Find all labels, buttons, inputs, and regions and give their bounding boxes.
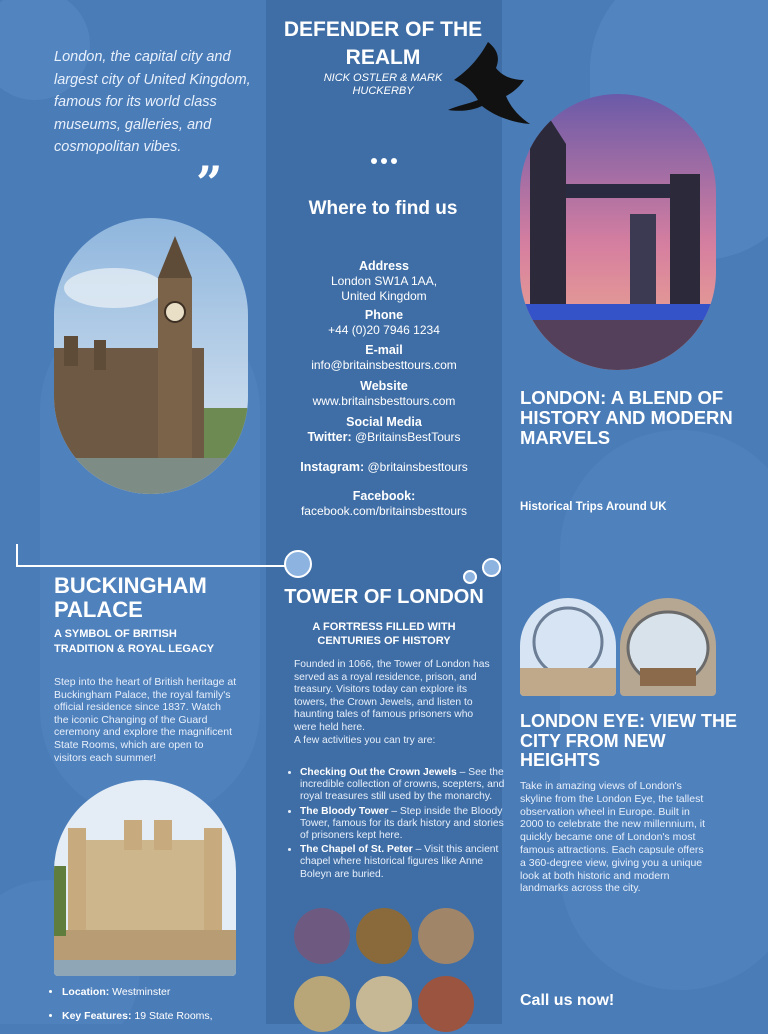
facebook-link[interactable]: facebook.com/britainsbesttours — [300, 504, 468, 518]
activity-desc: – Step inside the Bloody Tower, famous for its dark history and stories of prisoners kept here. — [300, 805, 504, 842]
buckingham-facts — [50, 986, 262, 1034]
email-link[interactable]: info@britainsbesttours.com — [311, 358, 457, 372]
decor-circle — [463, 570, 477, 584]
london-heading: LONDON: A BLEND OF HISTORY AND MODERN MARVELS — [520, 387, 733, 448]
crown-jewels-photo — [294, 908, 350, 964]
call-us-heading: Call us now! — [520, 992, 615, 1009]
twitter-handle[interactable]: @BritainsBestTours — [355, 430, 461, 444]
location-value: Westminster — [112, 986, 171, 998]
london-eye-photo — [520, 598, 616, 696]
interior-photo — [356, 908, 412, 964]
capsule-photo — [620, 598, 716, 696]
book-title: DEFENDER OF THE REALM — [283, 18, 483, 69]
dots-divider — [366, 158, 402, 164]
fact-item — [62, 1010, 262, 1023]
instagram-label: Instagram: — [300, 460, 365, 474]
list-item — [300, 767, 506, 804]
twitter-label: Twitter: — [307, 430, 352, 444]
address-label: Address — [358, 259, 410, 273]
fact-item — [62, 986, 262, 999]
website-link[interactable]: www.britainsbesttours.com — [312, 394, 456, 408]
facebook-block — [276, 489, 492, 519]
activity-name: The Bloody Tower — [300, 805, 389, 817]
buckingham-body: Step into the heart of British heritage at Buckingham Palace, the royal family's official residence since 1837. Watch the iconic Changing of the Guard ceremony and explore the magnificent State Rooms, which are open to visitors each summer! — [54, 676, 237, 764]
activity-name: The Chapel of St. Peter — [300, 844, 413, 856]
list-item — [300, 844, 506, 881]
intro-quote: London, the capital city and largest city of United Kingdom, famous for its world class museums, galleries, and cosmopolitan vibes. — [54, 49, 251, 155]
activity-desc: – Visit this ancient chapel where historical figures like Anne Boleyn are buried. — [300, 844, 499, 880]
instagram-line[interactable] — [276, 460, 492, 475]
social-block — [276, 415, 492, 445]
activity-name: Checking Out the Crown Jewels — [300, 767, 457, 778]
tagline: Historical Trips Around UK — [520, 501, 667, 513]
website-block — [276, 379, 492, 409]
tower-subtitle: A FORTRESS FILLED WITH CENTURIES OF HISTORY — [312, 621, 456, 647]
twitter-line[interactable] — [307, 430, 460, 444]
email-block — [276, 343, 492, 373]
divider-line — [16, 565, 288, 567]
phone-value[interactable]: +44 (0)20 7946 1234 — [328, 323, 440, 337]
tower-intro: A few activities you can try are: — [294, 734, 436, 746]
eye-title: LONDON EYE: VIEW THE CITY FROM NEW HEIGHTS — [520, 711, 738, 770]
address-value: London SW1A 1AA, United Kingdom — [330, 274, 438, 303]
dragon-icon — [448, 40, 532, 133]
list-item — [300, 806, 506, 843]
activity-list — [286, 767, 506, 883]
eye-body: Take in amazing views of London's skyline from the London Eye, the tallest observation wheel in Europe. Built in 2000 to celebrate the new millennium, it quickly became one of London's most famous attractions. Each capsule offers a 360-degree view, giving you a unique look at both historic and modern landmarks across the city. — [520, 780, 706, 895]
location-label: Location: — [62, 986, 110, 998]
tower-body — [294, 659, 490, 747]
address-block — [276, 259, 492, 304]
activity-desc: – See the incredible collection of crowns, scepters, and royal treasures still used by the monarchy. — [300, 767, 505, 803]
features-label: Key Features: — [62, 1010, 132, 1022]
chapel-photo — [418, 908, 474, 964]
book-authors: NICK OSTLER & MARK HUCKERBY — [323, 72, 443, 97]
phone-block — [276, 308, 492, 338]
website-label: Website — [360, 379, 408, 393]
decor-circle — [482, 558, 501, 577]
email-label: E-mail — [365, 343, 403, 357]
social-label: Social Media — [346, 415, 422, 429]
buckingham-title: BUCKINGHAM PALACE — [54, 573, 207, 622]
phone-label: Phone — [364, 308, 404, 322]
facebook-label: Facebook: — [352, 489, 416, 503]
contact-heading: Where to find us — [308, 198, 458, 219]
decor-circle — [284, 550, 312, 578]
big-ben-image — [54, 218, 248, 494]
quote-mark-icon: ” — [196, 156, 223, 210]
bg-blob — [560, 430, 768, 990]
tower-image — [54, 780, 236, 976]
instagram-handle[interactable]: @britainsbesttours — [367, 460, 468, 474]
tower-bridge-image — [520, 94, 716, 370]
tower-body-text: Founded in 1066, the Tower of London has served as a royal residence, prison, and treasury. Visitors today can explore its towers, the Crown Jewels, and listen to haunting tales of famous prisoners who were held here. — [294, 659, 490, 733]
divider-line — [16, 544, 18, 566]
features-value: 19 State Rooms, — [134, 1010, 213, 1022]
tower-title: TOWER OF LONDON — [284, 586, 484, 608]
buckingham-subtitle: A SYMBOL OF BRITISH TRADITION & ROYAL LEGACY — [54, 628, 215, 655]
